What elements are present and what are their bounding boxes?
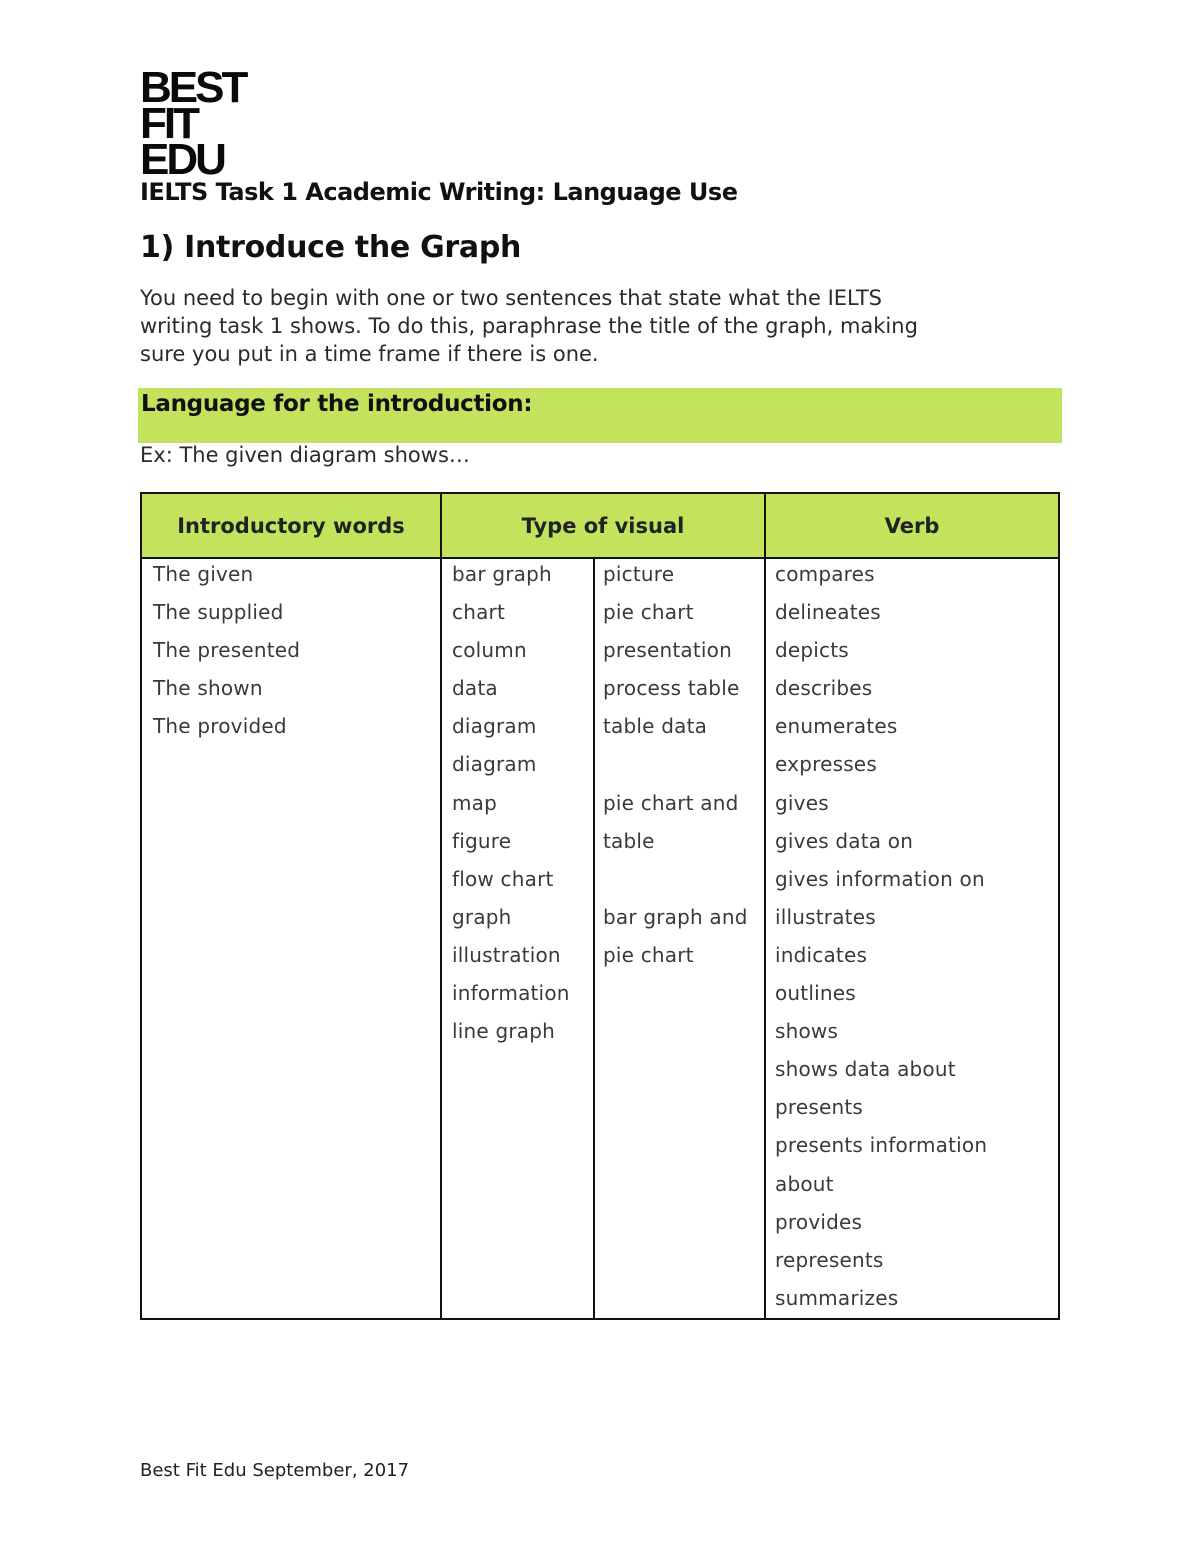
list-item: expresses [775, 752, 877, 777]
list-item: The presented [153, 638, 301, 663]
introductory-words-column [153, 560, 300, 750]
list-item: table [603, 828, 655, 853]
list-item: diagram [452, 752, 537, 777]
list-item: table data [603, 714, 708, 739]
section-heading: 1) Introduce the Graph [140, 230, 522, 265]
logo-line-edu: EDU [140, 135, 224, 184]
column-divider [764, 494, 766, 1318]
list-item: represents [775, 1247, 884, 1272]
list-item: summarizes [775, 1285, 899, 1310]
list-item: The provided [153, 714, 287, 739]
list-item: pie chart and [603, 790, 739, 815]
list-item: gives [775, 790, 829, 815]
list-item: diagram [452, 714, 537, 739]
list-item: bar graph [452, 562, 552, 586]
list-item: The shown [153, 676, 263, 701]
list-item: pie chart [603, 942, 694, 967]
list-item: provides [775, 1209, 863, 1234]
language-table [140, 492, 1060, 1320]
list-item: bar graph and [603, 904, 748, 929]
list-item: picture [603, 562, 675, 586]
table-header-row [142, 494, 1058, 559]
list-item: data [452, 676, 498, 701]
list-item: figure [452, 828, 512, 853]
list-item: illustration [452, 942, 561, 967]
list-item: pie chart [603, 600, 694, 625]
list-item: presents information [775, 1133, 988, 1158]
footer-text: Best Fit Edu September, 2017 [140, 1460, 410, 1481]
list-item: compares [775, 562, 875, 586]
list-item: shows [775, 1019, 839, 1044]
list-item: graph [452, 904, 512, 929]
verbs-column [775, 560, 987, 1322]
list-item: information [452, 981, 570, 1006]
logo-line-fit: FIT [140, 99, 197, 148]
list-item: process table [603, 676, 740, 701]
example-sentence: Ex: The given diagram shows… [140, 443, 470, 467]
list-item: gives information on [775, 866, 985, 891]
list-item: presentation [603, 638, 732, 663]
list-item: shows data about [775, 1057, 956, 1082]
visual-types-column-b [603, 560, 748, 979]
list-item: gives data on [775, 828, 914, 853]
intro-paragraph: You need to begin with one or two sentences that state what the IELTS writing task 1 shows. To do this, paraphrase the title of the graph, making sure you put in a time frame if there is one. [140, 286, 918, 366]
list-item: map [452, 790, 498, 815]
visual-types-column-a [452, 560, 570, 1055]
list-item: enumerates [775, 714, 898, 739]
list-item: describes [775, 676, 873, 701]
column-divider [593, 559, 595, 1318]
list-item: The given [153, 562, 254, 586]
list-item: about [775, 1171, 834, 1196]
header-type-of-visual: Type of visual [521, 513, 685, 538]
list-item: delineates [775, 600, 881, 625]
list-item: illustrates [775, 904, 876, 929]
header-introductory-words: Introductory words [177, 513, 405, 538]
best-fit-edu-logo [140, 63, 246, 184]
document-title: IELTS Task 1 Academic Writing: Language Use [140, 178, 738, 206]
language-heading: Language for the introduction: [141, 391, 533, 417]
list-item: presents [775, 1095, 864, 1120]
list-item: indicates [775, 942, 868, 967]
logo-line-best: BEST [140, 63, 246, 112]
list-item: flow chart [452, 866, 554, 891]
list-item: outlines [775, 981, 856, 1006]
list-item: depicts [775, 638, 849, 663]
header-verb: Verb [884, 513, 940, 538]
list-item: column [452, 638, 527, 663]
list-item [603, 865, 748, 903]
list-item: line graph [452, 1019, 555, 1044]
list-item: chart [452, 600, 505, 625]
list-item: The supplied [153, 600, 284, 625]
language-heading-band [138, 388, 1062, 443]
list-item [603, 750, 748, 788]
column-divider [440, 494, 442, 1318]
